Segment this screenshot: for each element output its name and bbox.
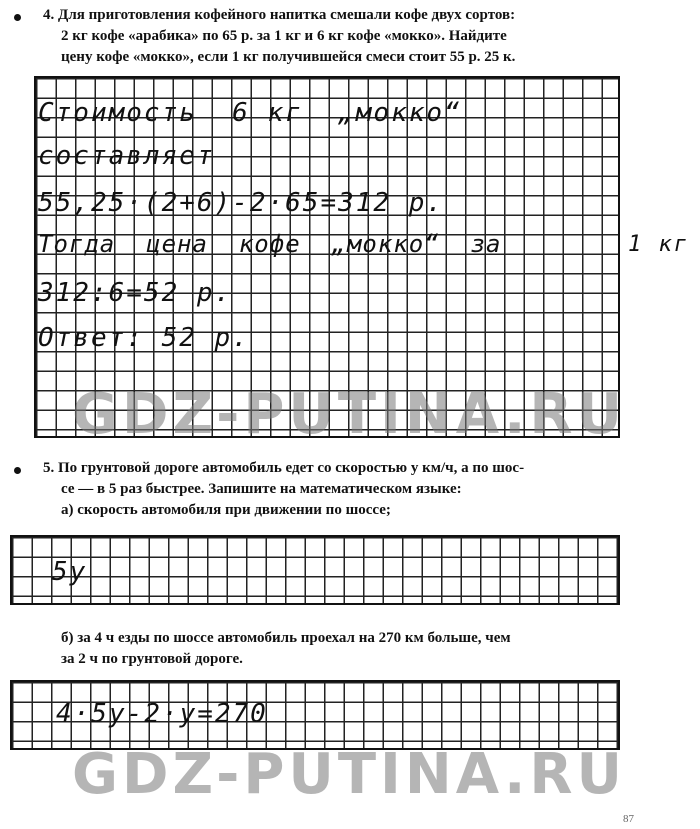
task5-part-a: а) скорость автомобиля при движении по шоссе; (61, 502, 391, 518)
watermark-top: GDZ-PUTINA.RU (72, 382, 626, 447)
task4-answer-line1: Стоимость 6 кг „мокко“ (38, 98, 462, 128)
task5-part-b-line2: за 2 ч по грунтовой дороге. (61, 651, 243, 667)
task5a-answer: 5y (52, 557, 88, 587)
task5a-answer-grid (10, 535, 620, 605)
page-number: 87 (623, 813, 634, 825)
watermark-bottom: GDZ-PUTINA.RU (72, 742, 626, 807)
task4-answer-margin-note: 1 кг (628, 232, 689, 257)
task5-bullet (14, 467, 21, 474)
task4-answer-line4: Тогда цена кофе „мокко“ за (38, 230, 502, 258)
task4-line2: 2 кг кофе «арабика» по 65 р. за 1 кг и 6 кг кофе «мокко». Найдите (61, 28, 507, 44)
task5-line2: се — в 5 раз быстрее. Запишите на математическом языке: (61, 481, 462, 497)
task5b-answer: 4·5y-2·y=270 (56, 699, 268, 729)
task4-line3: цену кофе «мокко», если 1 кг получившейся смеси стоит 55 р. 25 к. (61, 49, 516, 65)
task4-bullet (14, 14, 21, 21)
task5-part-b-line1: б) за 4 ч езды по шоссе автомобиль проехал на 270 км больше, чем (61, 630, 511, 646)
task4-answer-line2: составляет (38, 141, 215, 171)
task5-line1: 5. По грунтовой дороге автомобиль едет со скоростью y км/ч, а по шос- (43, 460, 525, 476)
task4-answer-line6: Ответ: 52 р. (38, 323, 250, 353)
task4-answer-line3: 55,25·(2+6)-2·65=312 р. (38, 188, 445, 218)
task4-line1: 4. Для приготовления кофейного напитка смешали кофе двух сортов: (43, 7, 516, 23)
task4-answer-line5: 312:6=52 р. (38, 278, 233, 308)
